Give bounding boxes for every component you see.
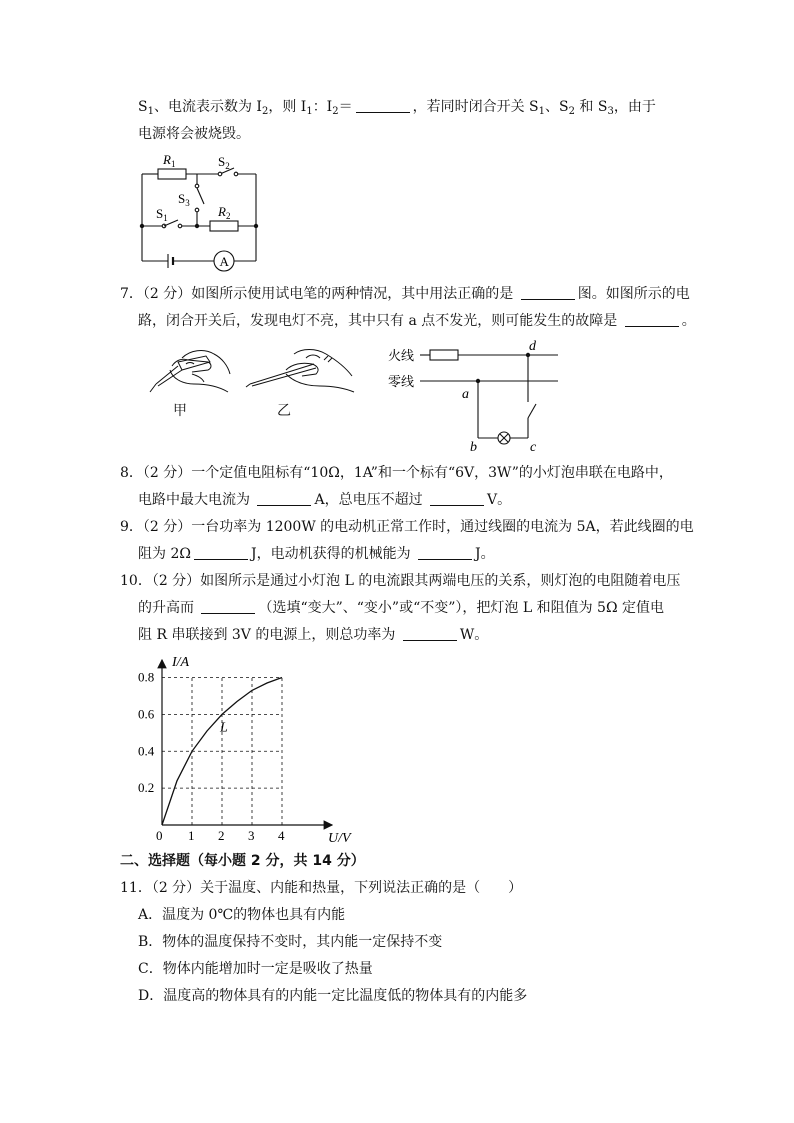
y-tick-label: 0.6	[138, 706, 155, 722]
answer-blank[interactable]	[257, 491, 311, 506]
q10-line-2: 的升高而 （选填“变大”、“变小”或“不变”），把灯泡 L 和阻值为 5Ω 定值电	[138, 600, 665, 616]
q6-line-1: $S_1$、电流表示数为 $I_2$，则 $I_1$：$I_2=$ ，若同时闭合开关 $S_1$、$S_2$ 和 $S_3$，由于	[138, 99, 656, 117]
y-tick-label: 0.4	[138, 743, 155, 759]
test-pen-figure-yi	[246, 340, 356, 400]
series-label-l: L	[220, 720, 228, 736]
y-tick-label: 0.8	[138, 669, 155, 685]
q8-line-1: 8．（2 分）一个定值电阻标有“10Ω，1A”和一个标有“6V，3W”的小灯泡串联在电路中，	[120, 465, 673, 481]
r1-label: $R_1$	[163, 152, 176, 169]
q6-line-2: 电源将会被烧毁。	[138, 126, 250, 142]
q7-line-2: 路，闭合开关后，发现电灯不亮，其中只有 a 点不发光，则可能发生的故障是 。	[138, 313, 696, 329]
x-tick-label: 3	[248, 828, 255, 843]
answer-blank[interactable]	[521, 285, 575, 300]
point-b-label: b	[470, 440, 477, 455]
answer-blank[interactable]	[625, 312, 679, 327]
section-2-title: 二、选择题（每小题 2 分，共 14 分）	[120, 853, 365, 869]
neutral-wire-label: 零线	[388, 374, 415, 389]
household-circuit-diagram	[386, 338, 566, 458]
q9-line-1: 9．（2 分）一台功率为 1200W 的电动机正常工作时，通过线圈的电流为 5A，若此线圈的电	[120, 519, 694, 535]
q11-stem: 11．（2 分）关于温度、内能和热量，下列说法正确的是（ ）	[120, 880, 523, 896]
q8-line-2: 电路中最大电流为 A，总电压不超过 V。	[138, 492, 512, 508]
figure-label-jia: 甲	[173, 403, 187, 419]
figure-label-yi: 乙	[277, 403, 291, 419]
s1-label: $S_1$	[156, 206, 168, 223]
r2-label: $R_2$	[218, 204, 231, 221]
point-c-label: c	[530, 440, 537, 455]
q11-option-c[interactable]: C．物体内能增加时一定是吸收了热量	[138, 961, 373, 977]
y-tick-label: 0.2	[138, 780, 155, 796]
x-tick-label: 1	[188, 828, 195, 843]
x-tick-label: 4	[278, 828, 285, 843]
q11-option-d[interactable]: D．温度高的物体具有的内能一定比温度低的物体具有的内能多	[138, 988, 528, 1004]
s2-label: $S_2$	[218, 154, 230, 171]
q11-option-a[interactable]: A．温度为 0℃的物体也具有内能	[138, 907, 346, 923]
s3-label: $S_3$	[178, 191, 190, 208]
ammeter-label: A	[219, 254, 229, 269]
x-axis-label: U/V	[328, 831, 351, 846]
origin-label: 0	[156, 828, 163, 843]
live-wire-label: 火线	[388, 348, 415, 363]
q9-line-2: 阻为 2Ω J，电动机获得的机械能为 J。	[138, 546, 495, 562]
q6-circuit-diagram	[130, 148, 270, 276]
answer-blank[interactable]	[201, 599, 255, 614]
q10-line-1: 10．（2 分）如图所示是通过小灯泡 L 的电流跟其两端电压的关系，则灯泡的电阻随着电压	[120, 573, 681, 589]
answer-blank[interactable]	[403, 626, 457, 641]
y-axis-label: I/A	[172, 655, 190, 670]
point-d-label: d	[529, 339, 536, 354]
answer-blank[interactable]	[356, 98, 410, 113]
answer-blank[interactable]	[430, 491, 484, 506]
q11-option-b[interactable]: B．物体的温度保持不变时，其内能一定保持不变	[138, 934, 443, 950]
q10-line-3: 阻 R 串联接到 3V 的电源上，则总功率为 W。	[138, 627, 489, 643]
test-pen-figure-jia	[142, 340, 232, 400]
point-a-label: a	[462, 387, 469, 402]
answer-blank[interactable]	[418, 545, 472, 560]
answer-blank[interactable]	[194, 545, 248, 560]
x-tick-label: 2	[218, 828, 225, 843]
iu-curve-chart	[120, 650, 370, 850]
q7-line-1: 7．（2 分）如图所示使用试电笔的两种情况，其中用法正确的是 图。如图所示的电	[120, 286, 690, 302]
